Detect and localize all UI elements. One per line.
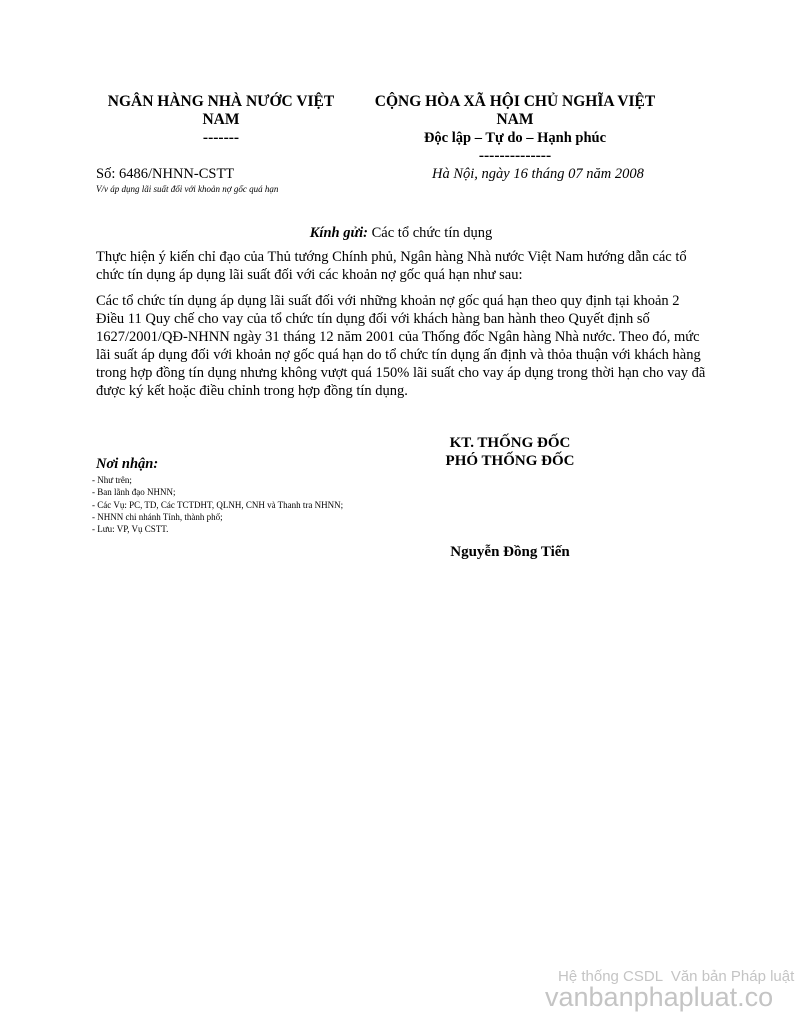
recipient-item: - Ban lãnh đạo NHNN; [92,487,176,498]
signature-title-1: KT. THỐNG ĐỐC [449,435,571,451]
salutation [96,225,706,242]
document-subject: V/v áp dụng lãi suất đối với khoản nợ gốc quá hạn [96,184,279,194]
recipient-item: - Các Vụ: PC, TD, Các TCTDHT, QLNH, CNH và Thanh tra NHNN; [92,499,344,510]
signature-title-2: PHÓ THỐNG ĐỐC [445,453,575,469]
recipients-heading: Nơi nhận: [96,456,159,472]
recipient-item: - Như trên; [92,475,132,485]
issuing-organization [96,93,346,147]
recipient-item: - NHNN chi nhánh Tỉnh, thành phố; [92,511,223,522]
national-header [360,93,670,165]
watermark-url: vanbanphapluat.co [545,982,774,1012]
recipients-list [92,474,372,535]
document-date: Hà Nội, ngày 16 tháng 07 năm 2008 [432,166,644,182]
national-motto: Độc lập – Tự do – Hạnh phúc [423,130,607,146]
salutation-label: Kính gửi: [309,225,368,241]
signature-block [410,434,610,470]
body-paragraph-1: Thực hiện ý kiến chỉ đạo của Thủ tướng Chính phủ, Ngân hàng Nhà nước Việt Nam hướng dẫn các tổ chức tín dụng áp dụng lãi suất đối với các khoản nợ gốc quá hạn như sau: [96,249,687,283]
signer-name: Nguyễn Đồng Tiến [450,544,570,560]
nation-divider: -------------- [478,147,552,164]
recipient-item: - Lưu: VP, Vụ CSTT. [92,524,169,535]
nation-name: CỘNG HÒA XÃ HỘI CHỦ NGHĨA VIỆT NAM [374,93,656,128]
salutation-text: Các tổ chức tín dụng [368,225,493,241]
body-paragraph-2: Các tổ chức tín dụng áp dụng lãi suất đối với những khoản nợ gốc quá hạn theo quy định tại khoản 2 Điều 11 Quy chế cho vay của tổ chức tín dụng đối với khách hàng ban hành theo Quyết định số 1627/2001/QĐ-NHNN ngày 31 tháng 12 năm 2001 của Thống đốc Ngân hàng Nhà nước. Theo đó, mức lãi suất áp dụng đối với khoản nợ gốc quá hạn do tổ chức tín dụng ấn định và thỏa thuận với khách hàng trong hợp đồng tín dụng nhưng không vượt quá 150% lãi suất cho vay áp dụng trong thời hạn cho vay đã được ký kết hoặc điều chỉnh trong hợp đồng tín dụng. [96,293,706,399]
organization-divider: ------- [202,129,240,146]
organization-name: NGÂN HÀNG NHÀ NƯỚC VIỆT NAM [107,93,335,128]
document-number: Số: 6486/NHNN-CSTT [96,166,235,182]
watermark-caption: Hệ thống CSDL Văn bản Pháp luật [558,968,795,985]
